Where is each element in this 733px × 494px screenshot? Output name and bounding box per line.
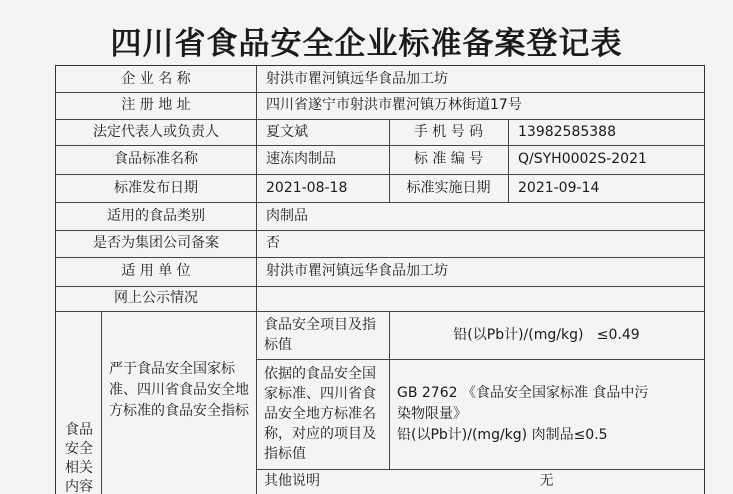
item-label: 食品安全项目及指标值 — [264, 317, 376, 353]
standard-name-value: 速冻肉制品 — [266, 151, 336, 167]
standard-number-label: 标 准 编 号 — [413, 151, 484, 167]
other-label: 其他说明 — [264, 473, 320, 489]
safety-section-label: 食品安全相关内容 — [65, 422, 93, 494]
other-value: 无 — [539, 473, 554, 489]
applicable-unit-label: 适 用 单 位 — [121, 263, 191, 279]
company-name-label: 企 业 名 称 — [121, 70, 191, 87]
phone-label: 手 机 号 码 — [413, 123, 484, 140]
group-record-value: 否 — [266, 235, 280, 251]
registration-form — [55, 65, 705, 494]
impl-date-value: 2021-09-14 — [518, 179, 600, 196]
legal-rep-value: 夏文斌 — [266, 123, 308, 140]
basis-value-line1: GB 2762 《食品安全国家标准 食品中污 — [397, 384, 649, 401]
impl-date-label: 标准实施日期 — [406, 179, 491, 196]
page-title: 四川省食品安全企业标准备案登记表 — [110, 26, 623, 62]
standard-number-value: Q/SYH0002S-2021 — [518, 151, 647, 167]
safety-sub-label: 严于食品安全国家标准、四川省食品安全地方标准的食品安全指标 — [109, 360, 249, 419]
company-name-value: 射洪市瞿河镇远华食品加工坊 — [266, 70, 448, 87]
address-value: 四川省遂宁市射洪市瞿河镇万林街道17号 — [266, 97, 522, 113]
applicable-unit-value: 射洪市瞿河镇远华食品加工坊 — [266, 263, 448, 279]
basis-value-line2: 染物限量》 — [397, 405, 467, 422]
category-value: 肉制品 — [266, 207, 308, 224]
basis-label: 依据的食品安全国家标准、四川省食品安全地方标准名称，对应的项目及指标值 — [264, 366, 376, 462]
basis-value-line3: 铅(以Pb计)/(mg/kg) 肉制品≤0.5 — [397, 426, 608, 443]
phone-value: 13982585388 — [518, 123, 616, 140]
group-record-label: 是否为集团公司备案 — [93, 235, 219, 251]
basis-value — [389, 359, 704, 469]
address-label: 注 册 地 址 — [121, 97, 191, 113]
release-date-label: 标准发布日期 — [114, 179, 198, 196]
category-label: 适用的食品类别 — [107, 207, 205, 224]
item-value: 铅(以Pb计)/(mg/kg) ≤0.49 — [453, 326, 640, 343]
legal-rep-label: 法定代表人或负责人 — [93, 123, 219, 140]
standard-name-label: 食品标准名称 — [114, 151, 198, 167]
online-label: 网上公示情况 — [114, 290, 198, 306]
release-date-value: 2021-08-18 — [266, 179, 348, 196]
online-value — [256, 286, 704, 311]
